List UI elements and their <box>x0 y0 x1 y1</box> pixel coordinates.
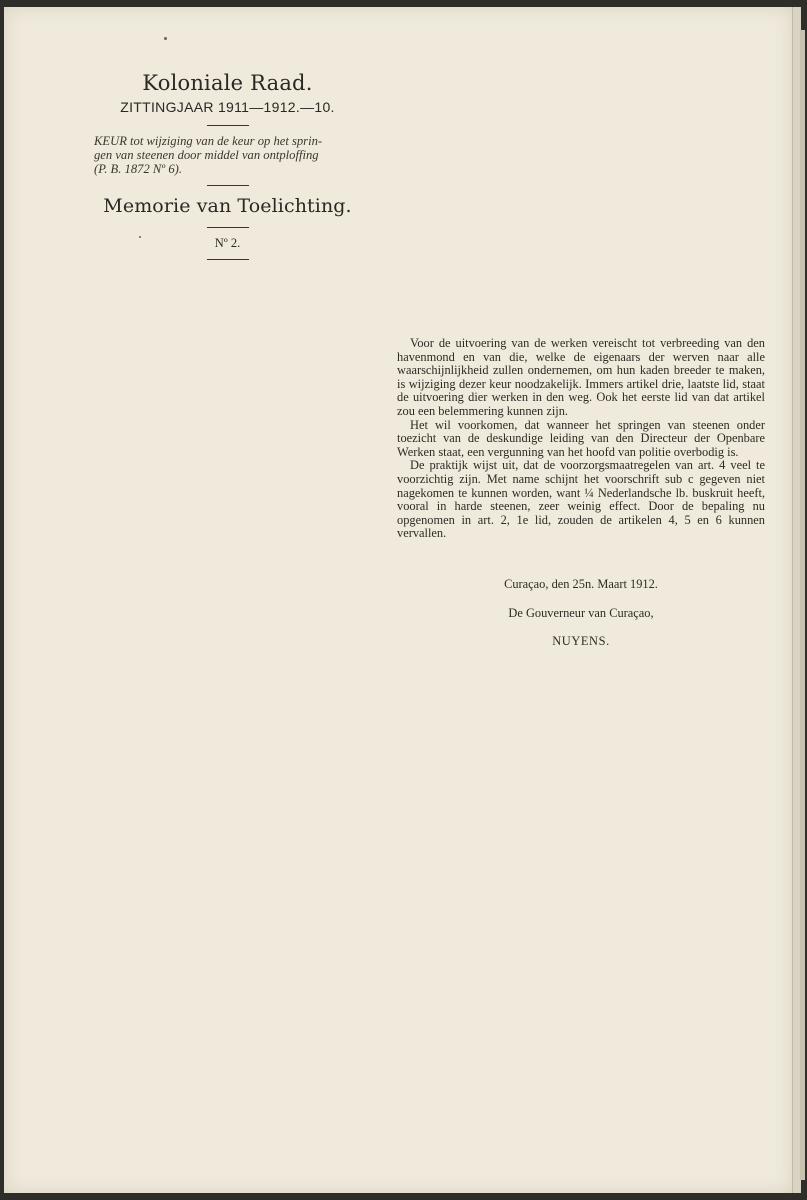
paragraph: De praktijk wijst uit, dat de voorzorgsmaatregelen van art. 4 veel te voorzichtig zijn. Met name schijnt het voorschrift sub c gegeven niet nagekomen te kunnen worden, want ¼ Nederlandsche lb. buskruit heeft, vooral in harde steenen, zeer weinig effect. Door de bepaling nu opgenomen in art. 2, 1e lid, zouden de artikelen 4, 5 en 6 kunnen vervallen. <box>397 458 765 541</box>
keur-subject <box>90 134 365 176</box>
page-edge-shadow <box>800 30 805 1180</box>
keur-line: gen van steenen door middel van ontploffing <box>94 148 319 162</box>
session-year: ZITTINGJAAR 1911—1912.—10. <box>120 99 335 115</box>
place-date: Curaçao, den 25n. Maart 1912. <box>504 577 658 591</box>
memorie-heading: Memorie van Toelichting. <box>103 195 352 217</box>
paragraph: Het wil voorkomen, dat wanneer het springen van steenen onder toezicht van de deskundige leiding van den Directeur der Openbare Werken staat, een vergunning van het hoofd van politie overbodig is. <box>397 417 765 459</box>
paper-speck <box>164 37 167 40</box>
council-title: Koloniale Raad. <box>142 71 313 95</box>
header-block <box>90 70 365 268</box>
divider <box>207 185 249 186</box>
keur-line: KEUR tot wijziging van de keur op het sprin- <box>94 134 323 148</box>
divider <box>207 125 249 126</box>
divider <box>207 227 249 228</box>
divider <box>207 259 249 260</box>
keur-line: (P. B. 1872 Nº 6). <box>94 162 182 176</box>
document-number: Nº 2. <box>214 236 241 250</box>
signatory-name: NUYENS. <box>552 634 610 648</box>
paragraph: Voor de uitvoering van de werken vereischt tot verbreeding van den havenmond en van die, welke de eigenaars der werven naar alle waarschijnlijkheid zullen ondernemen, om hun kaden breeder te maken, is wijziging dezer keur noodzakelijk. Immers artikel drie, laatste lid, staat de uitvoering dier werken in den weg. Ook het eerste lid van dat artikel zou een belemmering kunnen zijn. <box>397 336 765 418</box>
body-text <box>397 337 765 541</box>
signatory-role: De Gouverneur van Curaçao, <box>508 606 654 620</box>
